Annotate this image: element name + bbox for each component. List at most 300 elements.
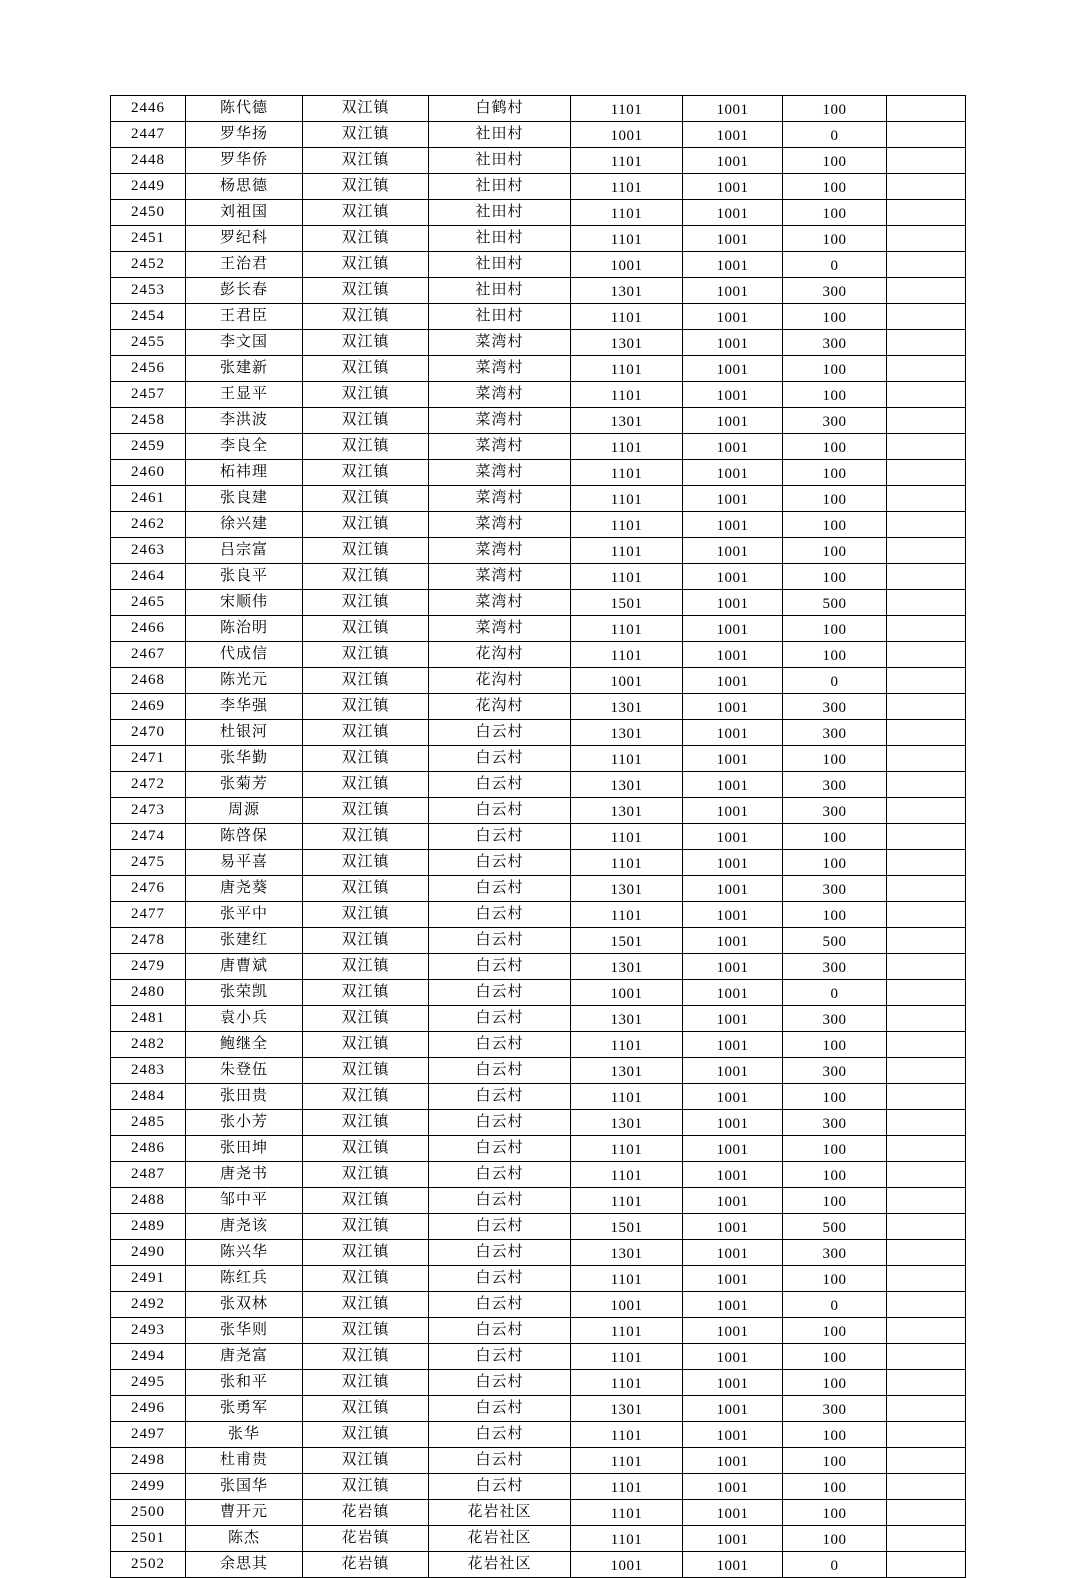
cell-code-2: 1001	[683, 798, 783, 824]
cell-code-2: 1001	[683, 1188, 783, 1214]
cell-code-2: 1001	[683, 408, 783, 434]
cell-person-name: 张华则	[186, 1318, 303, 1344]
cell-code-1: 1001	[571, 1292, 683, 1318]
table-row	[111, 824, 966, 850]
cell-amount: 100	[783, 1448, 887, 1474]
cell-town: 双江镇	[303, 1448, 429, 1474]
cell-serial-number: 2484	[111, 1084, 186, 1110]
cell-code-1: 1301	[571, 876, 683, 902]
cell-code-1: 1101	[571, 1474, 683, 1500]
table-row	[111, 850, 966, 876]
cell-code-1: 1301	[571, 720, 683, 746]
cell-code-1: 1301	[571, 1240, 683, 1266]
cell-code-2: 1001	[683, 1474, 783, 1500]
cell-town: 双江镇	[303, 798, 429, 824]
cell-town: 双江镇	[303, 694, 429, 720]
cell-person-name: 王治君	[186, 252, 303, 278]
cell-remark	[887, 1318, 966, 1344]
cell-remark	[887, 694, 966, 720]
cell-village: 菜湾村	[429, 538, 571, 564]
cell-person-name: 杜银河	[186, 720, 303, 746]
cell-amount: 100	[783, 1474, 887, 1500]
cell-code-1: 1101	[571, 1162, 683, 1188]
cell-amount: 0	[783, 122, 887, 148]
cell-code-1: 1301	[571, 1058, 683, 1084]
cell-code-1: 1101	[571, 460, 683, 486]
cell-amount: 0	[783, 252, 887, 278]
cell-amount: 300	[783, 1396, 887, 1422]
cell-town: 双江镇	[303, 1006, 429, 1032]
table-row	[111, 876, 966, 902]
cell-code-2: 1001	[683, 746, 783, 772]
cell-amount: 500	[783, 1214, 887, 1240]
table-row	[111, 1396, 966, 1422]
cell-code-1: 1101	[571, 824, 683, 850]
cell-remark	[887, 460, 966, 486]
cell-remark	[887, 1110, 966, 1136]
cell-code-2: 1001	[683, 486, 783, 512]
cell-remark	[887, 1058, 966, 1084]
cell-remark	[887, 772, 966, 798]
cell-serial-number: 2479	[111, 954, 186, 980]
cell-code-2: 1001	[683, 616, 783, 642]
cell-code-1: 1501	[571, 1214, 683, 1240]
table-row	[111, 512, 966, 538]
cell-serial-number: 2461	[111, 486, 186, 512]
cell-code-2: 1001	[683, 1422, 783, 1448]
cell-code-1: 1301	[571, 408, 683, 434]
cell-remark	[887, 1552, 966, 1578]
cell-serial-number: 2497	[111, 1422, 186, 1448]
cell-person-name: 张华	[186, 1422, 303, 1448]
cell-code-1: 1101	[571, 1032, 683, 1058]
cell-code-1: 1101	[571, 1136, 683, 1162]
cell-code-2: 1001	[683, 512, 783, 538]
cell-town: 双江镇	[303, 1058, 429, 1084]
cell-amount: 300	[783, 694, 887, 720]
cell-code-2: 1001	[683, 460, 783, 486]
cell-code-1: 1301	[571, 1006, 683, 1032]
cell-remark	[887, 538, 966, 564]
cell-code-1: 1101	[571, 1526, 683, 1552]
cell-amount: 100	[783, 356, 887, 382]
roster-table	[110, 95, 966, 1578]
cell-remark	[887, 824, 966, 850]
table-row	[111, 1344, 966, 1370]
cell-remark	[887, 642, 966, 668]
cell-person-name: 张建红	[186, 928, 303, 954]
cell-remark	[887, 122, 966, 148]
cell-village: 白云村	[429, 1240, 571, 1266]
cell-code-1: 1101	[571, 616, 683, 642]
cell-code-1: 1101	[571, 1344, 683, 1370]
table-row	[111, 1266, 966, 1292]
cell-village: 菜湾村	[429, 330, 571, 356]
cell-serial-number: 2490	[111, 1240, 186, 1266]
cell-code-2: 1001	[683, 1396, 783, 1422]
cell-amount: 100	[783, 382, 887, 408]
cell-person-name: 宋顺伟	[186, 590, 303, 616]
table-row	[111, 1162, 966, 1188]
cell-remark	[887, 252, 966, 278]
cell-amount: 100	[783, 304, 887, 330]
cell-code-1: 1101	[571, 902, 683, 928]
cell-village: 花沟村	[429, 694, 571, 720]
cell-town: 双江镇	[303, 356, 429, 382]
cell-amount: 500	[783, 590, 887, 616]
cell-code-2: 1001	[683, 1448, 783, 1474]
cell-person-name: 张双林	[186, 1292, 303, 1318]
cell-remark	[887, 1344, 966, 1370]
cell-serial-number: 2489	[111, 1214, 186, 1240]
cell-person-name: 王君臣	[186, 304, 303, 330]
cell-town: 双江镇	[303, 1318, 429, 1344]
cell-serial-number: 2493	[111, 1318, 186, 1344]
cell-person-name: 王显平	[186, 382, 303, 408]
cell-village: 白云村	[429, 1422, 571, 1448]
cell-village: 白云村	[429, 980, 571, 1006]
cell-town: 双江镇	[303, 564, 429, 590]
cell-town: 双江镇	[303, 1422, 429, 1448]
cell-amount: 300	[783, 1006, 887, 1032]
cell-person-name: 张华勤	[186, 746, 303, 772]
cell-person-name: 张建新	[186, 356, 303, 382]
cell-remark	[887, 486, 966, 512]
cell-code-2: 1001	[683, 330, 783, 356]
table-row	[111, 1474, 966, 1500]
cell-town: 双江镇	[303, 1214, 429, 1240]
cell-serial-number: 2450	[111, 200, 186, 226]
cell-village: 白鹤村	[429, 96, 571, 122]
cell-remark	[887, 434, 966, 460]
cell-serial-number: 2472	[111, 772, 186, 798]
cell-code-1: 1101	[571, 382, 683, 408]
cell-serial-number: 2487	[111, 1162, 186, 1188]
cell-code-1: 1301	[571, 772, 683, 798]
cell-town: 双江镇	[303, 486, 429, 512]
cell-serial-number: 2477	[111, 902, 186, 928]
cell-code-2: 1001	[683, 252, 783, 278]
cell-town: 双江镇	[303, 278, 429, 304]
cell-serial-number: 2449	[111, 174, 186, 200]
cell-person-name: 刘祖国	[186, 200, 303, 226]
cell-town: 花岩镇	[303, 1526, 429, 1552]
cell-person-name: 张田坤	[186, 1136, 303, 1162]
cell-code-1: 1101	[571, 200, 683, 226]
cell-village: 白云村	[429, 1474, 571, 1500]
cell-town: 双江镇	[303, 252, 429, 278]
cell-amount: 100	[783, 1422, 887, 1448]
cell-village: 社田村	[429, 122, 571, 148]
cell-town: 双江镇	[303, 304, 429, 330]
table-row	[111, 772, 966, 798]
cell-code-2: 1001	[683, 564, 783, 590]
cell-amount: 100	[783, 1266, 887, 1292]
cell-person-name: 柘祎理	[186, 460, 303, 486]
cell-code-1: 1101	[571, 564, 683, 590]
table-row	[111, 122, 966, 148]
cell-person-name: 曹开元	[186, 1500, 303, 1526]
cell-person-name: 张荣凯	[186, 980, 303, 1006]
cell-town: 双江镇	[303, 1396, 429, 1422]
table-row	[111, 252, 966, 278]
cell-town: 双江镇	[303, 1032, 429, 1058]
cell-code-2: 1001	[683, 694, 783, 720]
cell-town: 花岩镇	[303, 1500, 429, 1526]
cell-remark	[887, 1422, 966, 1448]
cell-amount: 300	[783, 1240, 887, 1266]
cell-code-1: 1101	[571, 1500, 683, 1526]
table-row	[111, 1318, 966, 1344]
table-row	[111, 538, 966, 564]
cell-remark	[887, 382, 966, 408]
table-row	[111, 1422, 966, 1448]
cell-person-name: 陈兴华	[186, 1240, 303, 1266]
cell-serial-number: 2454	[111, 304, 186, 330]
cell-town: 双江镇	[303, 408, 429, 434]
cell-code-2: 1001	[683, 538, 783, 564]
cell-person-name: 罗华侨	[186, 148, 303, 174]
cell-town: 双江镇	[303, 720, 429, 746]
cell-person-name: 李良全	[186, 434, 303, 460]
cell-village: 菜湾村	[429, 434, 571, 460]
cell-code-2: 1001	[683, 1500, 783, 1526]
cell-town: 花岩镇	[303, 1552, 429, 1578]
cell-serial-number: 2500	[111, 1500, 186, 1526]
cell-serial-number: 2492	[111, 1292, 186, 1318]
cell-person-name: 罗纪科	[186, 226, 303, 252]
cell-remark	[887, 1136, 966, 1162]
table-row	[111, 564, 966, 590]
cell-code-2: 1001	[683, 1526, 783, 1552]
cell-remark	[887, 304, 966, 330]
cell-amount: 300	[783, 876, 887, 902]
cell-code-2: 1001	[683, 1344, 783, 1370]
table-row	[111, 1032, 966, 1058]
table-row	[111, 798, 966, 824]
cell-amount: 100	[783, 1344, 887, 1370]
cell-remark	[887, 200, 966, 226]
table-body	[111, 96, 966, 1578]
cell-town: 双江镇	[303, 1162, 429, 1188]
cell-code-2: 1001	[683, 278, 783, 304]
cell-town: 双江镇	[303, 616, 429, 642]
cell-amount: 100	[783, 1162, 887, 1188]
cell-amount: 100	[783, 1318, 887, 1344]
cell-person-name: 彭长春	[186, 278, 303, 304]
cell-village: 白云村	[429, 876, 571, 902]
cell-code-1: 1101	[571, 1318, 683, 1344]
cell-village: 白云村	[429, 954, 571, 980]
table-row	[111, 668, 966, 694]
table-row	[111, 200, 966, 226]
cell-person-name: 张国华	[186, 1474, 303, 1500]
cell-amount: 100	[783, 1500, 887, 1526]
cell-remark	[887, 356, 966, 382]
cell-village: 白云村	[429, 928, 571, 954]
cell-code-2: 1001	[683, 1318, 783, 1344]
cell-code-1: 1101	[571, 1370, 683, 1396]
cell-code-1: 1101	[571, 1084, 683, 1110]
table-row	[111, 330, 966, 356]
table-row	[111, 1448, 966, 1474]
cell-person-name: 余思其	[186, 1552, 303, 1578]
cell-amount: 300	[783, 954, 887, 980]
cell-town: 双江镇	[303, 538, 429, 564]
cell-amount: 100	[783, 200, 887, 226]
cell-code-1: 1101	[571, 1266, 683, 1292]
cell-remark	[887, 564, 966, 590]
cell-remark	[887, 330, 966, 356]
cell-village: 菜湾村	[429, 616, 571, 642]
cell-amount: 0	[783, 1552, 887, 1578]
cell-serial-number: 2495	[111, 1370, 186, 1396]
cell-person-name: 张良平	[186, 564, 303, 590]
cell-town: 双江镇	[303, 668, 429, 694]
cell-amount: 300	[783, 772, 887, 798]
cell-town: 双江镇	[303, 382, 429, 408]
cell-person-name: 朱登伍	[186, 1058, 303, 1084]
cell-code-2: 1001	[683, 1240, 783, 1266]
cell-serial-number: 2458	[111, 408, 186, 434]
cell-serial-number: 2465	[111, 590, 186, 616]
cell-amount: 100	[783, 96, 887, 122]
cell-village: 菜湾村	[429, 486, 571, 512]
cell-village: 白云村	[429, 1110, 571, 1136]
cell-person-name: 张勇军	[186, 1396, 303, 1422]
cell-code-2: 1001	[683, 96, 783, 122]
cell-code-2: 1001	[683, 720, 783, 746]
cell-code-1: 1101	[571, 1448, 683, 1474]
table-row	[111, 980, 966, 1006]
cell-code-1: 1001	[571, 980, 683, 1006]
cell-town: 双江镇	[303, 1110, 429, 1136]
cell-town: 双江镇	[303, 96, 429, 122]
cell-amount: 100	[783, 460, 887, 486]
cell-village: 白云村	[429, 850, 571, 876]
cell-village: 社田村	[429, 148, 571, 174]
cell-serial-number: 2473	[111, 798, 186, 824]
cell-serial-number: 2448	[111, 148, 186, 174]
cell-serial-number: 2467	[111, 642, 186, 668]
cell-code-1: 1101	[571, 96, 683, 122]
cell-serial-number: 2478	[111, 928, 186, 954]
cell-code-2: 1001	[683, 1214, 783, 1240]
cell-person-name: 陈代德	[186, 96, 303, 122]
cell-remark	[887, 174, 966, 200]
cell-amount: 100	[783, 1084, 887, 1110]
cell-town: 双江镇	[303, 122, 429, 148]
cell-serial-number: 2476	[111, 876, 186, 902]
cell-code-1: 1001	[571, 122, 683, 148]
cell-amount: 100	[783, 564, 887, 590]
table-row	[111, 1084, 966, 1110]
cell-serial-number: 2486	[111, 1136, 186, 1162]
cell-serial-number: 2456	[111, 356, 186, 382]
cell-town: 双江镇	[303, 434, 429, 460]
cell-village: 社田村	[429, 304, 571, 330]
cell-code-2: 1001	[683, 850, 783, 876]
cell-code-2: 1001	[683, 954, 783, 980]
cell-town: 双江镇	[303, 1266, 429, 1292]
cell-amount: 100	[783, 902, 887, 928]
table-row	[111, 1214, 966, 1240]
cell-town: 双江镇	[303, 1188, 429, 1214]
cell-code-1: 1101	[571, 486, 683, 512]
table-row	[111, 148, 966, 174]
table-row	[111, 590, 966, 616]
cell-village: 菜湾村	[429, 564, 571, 590]
cell-serial-number: 2494	[111, 1344, 186, 1370]
cell-serial-number: 2453	[111, 278, 186, 304]
table-row	[111, 1240, 966, 1266]
cell-code-1: 1101	[571, 746, 683, 772]
cell-remark	[887, 850, 966, 876]
cell-person-name: 陈治明	[186, 616, 303, 642]
cell-person-name: 邹中平	[186, 1188, 303, 1214]
cell-town: 双江镇	[303, 460, 429, 486]
cell-village: 社田村	[429, 252, 571, 278]
cell-remark	[887, 876, 966, 902]
cell-code-2: 1001	[683, 668, 783, 694]
cell-remark	[887, 798, 966, 824]
cell-code-2: 1001	[683, 928, 783, 954]
cell-village: 社田村	[429, 226, 571, 252]
cell-person-name: 杜甫贵	[186, 1448, 303, 1474]
cell-village: 菜湾村	[429, 408, 571, 434]
cell-person-name: 唐尧富	[186, 1344, 303, 1370]
cell-serial-number: 2452	[111, 252, 186, 278]
cell-code-2: 1001	[683, 642, 783, 668]
cell-remark	[887, 1240, 966, 1266]
cell-remark	[887, 1370, 966, 1396]
cell-remark	[887, 512, 966, 538]
cell-town: 双江镇	[303, 1370, 429, 1396]
cell-code-1: 1301	[571, 330, 683, 356]
cell-code-1: 1301	[571, 694, 683, 720]
cell-remark	[887, 1474, 966, 1500]
cell-town: 双江镇	[303, 902, 429, 928]
table-row	[111, 954, 966, 980]
cell-village: 白云村	[429, 798, 571, 824]
cell-remark	[887, 226, 966, 252]
cell-amount: 100	[783, 486, 887, 512]
cell-code-2: 1001	[683, 200, 783, 226]
cell-remark	[887, 408, 966, 434]
cell-remark	[887, 1396, 966, 1422]
cell-remark	[887, 1188, 966, 1214]
cell-serial-number: 2481	[111, 1006, 186, 1032]
cell-serial-number: 2474	[111, 824, 186, 850]
cell-remark	[887, 720, 966, 746]
cell-remark	[887, 928, 966, 954]
cell-code-1: 1501	[571, 928, 683, 954]
cell-code-1: 1001	[571, 1552, 683, 1578]
cell-town: 双江镇	[303, 226, 429, 252]
cell-remark	[887, 278, 966, 304]
cell-amount: 300	[783, 1110, 887, 1136]
cell-code-1: 1101	[571, 642, 683, 668]
cell-serial-number: 2491	[111, 1266, 186, 1292]
table-row	[111, 928, 966, 954]
cell-town: 双江镇	[303, 1136, 429, 1162]
cell-remark	[887, 1448, 966, 1474]
table-row	[111, 356, 966, 382]
cell-amount: 100	[783, 824, 887, 850]
cell-code-2: 1001	[683, 356, 783, 382]
cell-person-name: 张和平	[186, 1370, 303, 1396]
cell-town: 双江镇	[303, 148, 429, 174]
